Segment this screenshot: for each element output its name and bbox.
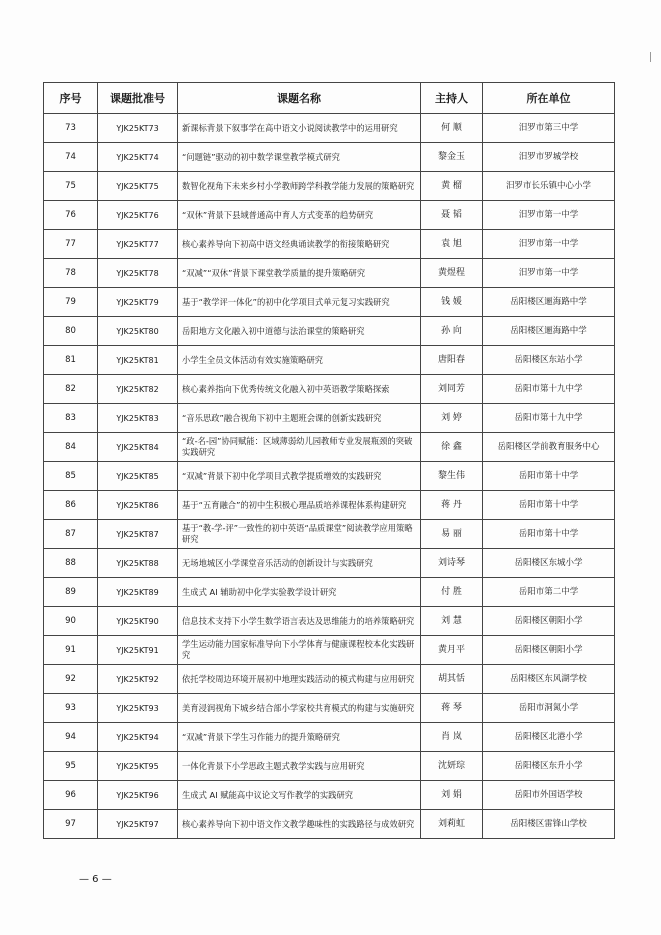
cell-no: 88 xyxy=(44,549,98,578)
cell-host: 刘诗琴 xyxy=(421,549,483,578)
cell-host: 沈妍琮 xyxy=(421,752,483,781)
table-row xyxy=(44,752,615,781)
table-row xyxy=(44,433,615,462)
cell-title: 无场地城区小学课堂音乐活动的创新设计与实践研究 xyxy=(178,549,421,578)
page-number: — 6 — xyxy=(79,874,112,885)
cell-unit: 岳阳楼区东升小学 xyxy=(483,752,615,781)
cell-no: 80 xyxy=(44,317,98,346)
cell-title: “双减”“双休”背景下课堂教学质量的提升策略研究 xyxy=(178,259,421,288)
cell-unit: 岳阳市洞氮小学 xyxy=(483,694,615,723)
cell-title: 基于“教学评一体化”的初中化学项目式单元复习实践研究 xyxy=(178,288,421,317)
table-row xyxy=(44,810,615,839)
cell-title: 新课标背景下叙事学在高中语文小说阅读教学中的运用研究 xyxy=(178,114,421,143)
header-title: 课题名称 xyxy=(178,83,421,114)
cell-title: “双减”背景下初中化学项目式教学提质增效的实践研究 xyxy=(178,462,421,491)
table-body xyxy=(44,114,615,839)
table-row xyxy=(44,259,615,288)
cell-unit: 岳阳楼区东站小学 xyxy=(483,346,615,375)
cell-unit: 岳阳市第十中学 xyxy=(483,520,615,549)
cell-code: YJK25KT89 xyxy=(98,578,178,607)
table-row xyxy=(44,723,615,752)
table-row xyxy=(44,114,615,143)
cell-title: 生成式 AI 赋能高中议论文写作教学的实践研究 xyxy=(178,781,421,810)
cell-title: 信息技术支持下小学生数学语言表达及思维能力的培养策略研究 xyxy=(178,607,421,636)
cell-title: 学生运动能力国家标准导向下小学体育与健康课程校本化实践研究 xyxy=(178,636,421,665)
cell-code: YJK25KT91 xyxy=(98,636,178,665)
table-row xyxy=(44,462,615,491)
cell-no: 87 xyxy=(44,520,98,549)
cell-unit: 岳阳楼区东城小学 xyxy=(483,549,615,578)
cell-host: 黎金玉 xyxy=(421,143,483,172)
table-row xyxy=(44,201,615,230)
cell-title: 核心素养导向下初高中语文经典诵读教学的衔接策略研究 xyxy=(178,230,421,259)
cell-host: 黄煜程 xyxy=(421,259,483,288)
table-row xyxy=(44,549,615,578)
cell-code: YJK25KT85 xyxy=(98,462,178,491)
cell-title: 核心素养导向下初中语文作文教学趣味性的实践路径与成效研究 xyxy=(178,810,421,839)
cell-code: YJK25KT76 xyxy=(98,201,178,230)
cell-code: YJK25KT86 xyxy=(98,491,178,520)
cell-code: YJK25KT84 xyxy=(98,433,178,462)
cell-unit: 汨罗市第三中学 xyxy=(483,114,615,143)
cell-code: YJK25KT82 xyxy=(98,375,178,404)
cell-code: YJK25KT78 xyxy=(98,259,178,288)
cell-no: 73 xyxy=(44,114,98,143)
table-row xyxy=(44,346,615,375)
cell-title: 基于“教-学-评”一致性的初中英语“品质课堂”阅读教学应用策略研究 xyxy=(178,520,421,549)
table-row xyxy=(44,172,615,201)
cell-no: 94 xyxy=(44,723,98,752)
cell-unit: 汨罗市第一中学 xyxy=(483,259,615,288)
cell-code: YJK25KT88 xyxy=(98,549,178,578)
cell-title: 基于“五育融合”的初中生积极心理品质培养课程体系构建研究 xyxy=(178,491,421,520)
cell-host: 付 胜 xyxy=(421,578,483,607)
cell-no: 74 xyxy=(44,143,98,172)
cell-code: YJK25KT93 xyxy=(98,694,178,723)
cell-host: 刘同芳 xyxy=(421,375,483,404)
cell-no: 78 xyxy=(44,259,98,288)
cell-no: 81 xyxy=(44,346,98,375)
cell-host: 蒋 丹 xyxy=(421,491,483,520)
cell-code: YJK25KT73 xyxy=(98,114,178,143)
table-row xyxy=(44,143,615,172)
cell-unit: 岳阳楼区雷锋山学校 xyxy=(483,810,615,839)
cell-unit: 岳阳楼区朝阳小学 xyxy=(483,636,615,665)
table-row xyxy=(44,636,615,665)
table-row xyxy=(44,578,615,607)
cell-unit: 汨罗市罗城学校 xyxy=(483,143,615,172)
table-row xyxy=(44,520,615,549)
cell-unit: 岳阳楼区北港小学 xyxy=(483,723,615,752)
cell-title: 小学生全员文体活动有效实施策略研究 xyxy=(178,346,421,375)
cell-title: “双减”背景下学生习作能力的提升策略研究 xyxy=(178,723,421,752)
cell-code: YJK25KT94 xyxy=(98,723,178,752)
table-row xyxy=(44,607,615,636)
cell-host: 刘 慧 xyxy=(421,607,483,636)
cell-host: 钱 媛 xyxy=(421,288,483,317)
cell-unit: 岳阳市第十中学 xyxy=(483,462,615,491)
header-unit: 所在单位 xyxy=(483,83,615,114)
cell-no: 84 xyxy=(44,433,98,462)
cell-unit: 岳阳楼区东风湖学校 xyxy=(483,665,615,694)
cell-code: YJK25KT75 xyxy=(98,172,178,201)
cell-no: 92 xyxy=(44,665,98,694)
cell-no: 77 xyxy=(44,230,98,259)
table-row xyxy=(44,781,615,810)
cell-host: 黄月平 xyxy=(421,636,483,665)
cell-title: 一体化背景下小学思政主题式教学实践与应用研究 xyxy=(178,752,421,781)
cell-title: “双休”背景下县域普通高中育人方式变革的趋势研究 xyxy=(178,201,421,230)
cell-no: 93 xyxy=(44,694,98,723)
cell-title: 数智化视角下未来乡村小学教师跨学科教学能力发展的策略研究 xyxy=(178,172,421,201)
cell-host: 何 顺 xyxy=(421,114,483,143)
cell-host: 易 丽 xyxy=(421,520,483,549)
cell-unit: 岳阳市第十九中学 xyxy=(483,375,615,404)
header-code: 课题批准号 xyxy=(98,83,178,114)
cell-title: 依托学校周边环境开展初中地理实践活动的模式构建与应用研究 xyxy=(178,665,421,694)
table-header-row xyxy=(44,83,615,114)
table-row xyxy=(44,288,615,317)
cell-title: 核心素养指向下优秀传统文化融入初中英语教学策略探索 xyxy=(178,375,421,404)
cell-no: 86 xyxy=(44,491,98,520)
cell-code: YJK25KT77 xyxy=(98,230,178,259)
cell-host: 唐阳春 xyxy=(421,346,483,375)
cell-code: YJK25KT96 xyxy=(98,781,178,810)
cell-no: 76 xyxy=(44,201,98,230)
cell-no: 96 xyxy=(44,781,98,810)
cell-host: 胡其恬 xyxy=(421,665,483,694)
header-no: 序号 xyxy=(44,83,98,114)
cell-code: YJK25KT92 xyxy=(98,665,178,694)
cell-no: 75 xyxy=(44,172,98,201)
table-row xyxy=(44,694,615,723)
cell-host: 袁 旭 xyxy=(421,230,483,259)
cell-host: 黎生伟 xyxy=(421,462,483,491)
cell-code: YJK25KT81 xyxy=(98,346,178,375)
cell-code: YJK25KT90 xyxy=(98,607,178,636)
cell-title: “问题链”驱动的初中数学课堂教学模式研究 xyxy=(178,143,421,172)
table-row xyxy=(44,404,615,433)
cell-title: 生成式 AI 辅助初中化学实验教学设计研究 xyxy=(178,578,421,607)
table-row xyxy=(44,317,615,346)
cell-no: 90 xyxy=(44,607,98,636)
cell-host: 蒋 琴 xyxy=(421,694,483,723)
cell-code: YJK25KT80 xyxy=(98,317,178,346)
cell-title: 岳阳地方文化融入初中道德与法治课堂的策略研究 xyxy=(178,317,421,346)
cell-unit: 汨罗市第一中学 xyxy=(483,230,615,259)
cell-title: “政-名-园”协同赋能：区域薄弱幼儿园教师专业发展瓶颈的突破实践研究 xyxy=(178,433,421,462)
cell-unit: 岳阳市第二中学 xyxy=(483,578,615,607)
cell-code: YJK25KT83 xyxy=(98,404,178,433)
table-row xyxy=(44,665,615,694)
cell-unit: 汨罗市长乐镇中心小学 xyxy=(483,172,615,201)
cell-host: 刘 婷 xyxy=(421,404,483,433)
cell-no: 79 xyxy=(44,288,98,317)
header-host: 主持人 xyxy=(421,83,483,114)
cell-code: YJK25KT97 xyxy=(98,810,178,839)
cell-title: 美育浸润视角下城乡结合部小学家校共育模式的构建与实施研究 xyxy=(178,694,421,723)
page-edge-mark xyxy=(650,52,651,62)
cell-no: 97 xyxy=(44,810,98,839)
table-row xyxy=(44,491,615,520)
cell-unit: 岳阳市外国语学校 xyxy=(483,781,615,810)
cell-unit: 岳阳楼区逦海路中学 xyxy=(483,288,615,317)
cell-code: YJK25KT87 xyxy=(98,520,178,549)
cell-host: 刘莉虹 xyxy=(421,810,483,839)
cell-host: 黄 榴 xyxy=(421,172,483,201)
cell-host: 孙 向 xyxy=(421,317,483,346)
cell-host: 刘 娟 xyxy=(421,781,483,810)
cell-title: “音乐思政”融合视角下初中主题班会课的创新实践研究 xyxy=(178,404,421,433)
cell-code: YJK25KT74 xyxy=(98,143,178,172)
cell-unit: 岳阳楼区学前教育服务中心 xyxy=(483,433,615,462)
cell-no: 89 xyxy=(44,578,98,607)
cell-unit: 岳阳楼区逦海路中学 xyxy=(483,317,615,346)
table-row xyxy=(44,230,615,259)
cell-host: 聂 韬 xyxy=(421,201,483,230)
cell-unit: 岳阳市第十中学 xyxy=(483,491,615,520)
cell-no: 83 xyxy=(44,404,98,433)
cell-host: 徐 鑫 xyxy=(421,433,483,462)
cell-code: YJK25KT79 xyxy=(98,288,178,317)
cell-no: 91 xyxy=(44,636,98,665)
cell-unit: 岳阳楼区朝阳小学 xyxy=(483,607,615,636)
cell-unit: 汨罗市第一中学 xyxy=(483,201,615,230)
cell-no: 95 xyxy=(44,752,98,781)
cell-unit: 岳阳市第十九中学 xyxy=(483,404,615,433)
cell-no: 82 xyxy=(44,375,98,404)
table-row xyxy=(44,375,615,404)
cell-code: YJK25KT95 xyxy=(98,752,178,781)
cell-host: 肖 岚 xyxy=(421,723,483,752)
project-table xyxy=(43,82,615,839)
cell-no: 85 xyxy=(44,462,98,491)
